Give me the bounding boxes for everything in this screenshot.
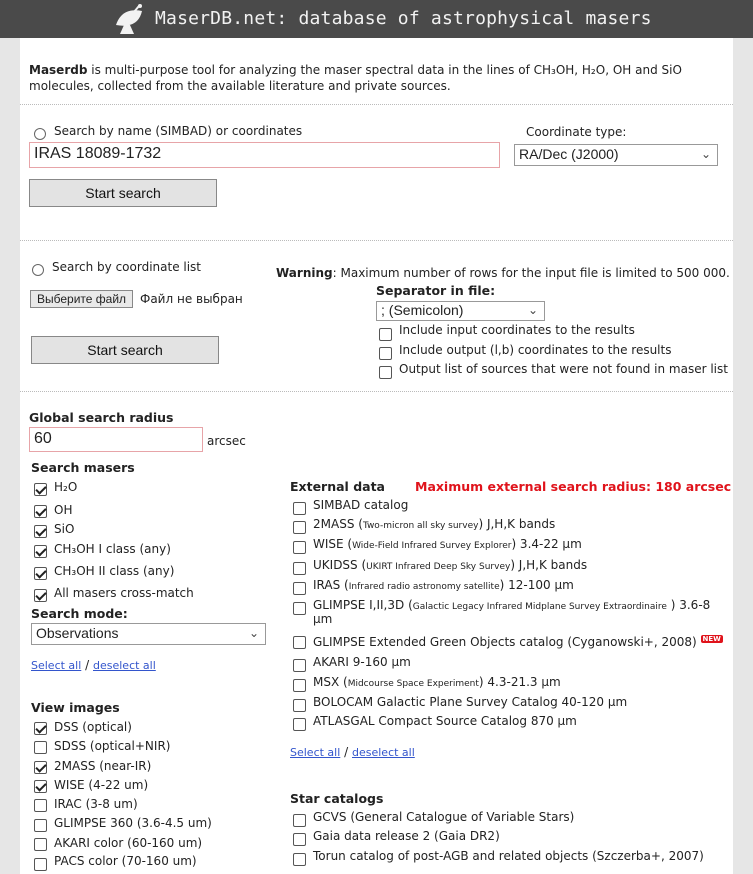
radius-input[interactable]: 60 — [29, 427, 203, 452]
ext-glimpse-label: GLIMPSE I,II,3D (Galactic Legacy Infrared Midplane Survey Extraordinaire ) 3.6-8 — [313, 598, 711, 612]
search-by-name-radio[interactable] — [34, 128, 46, 140]
intro-description: is multi-purpose tool for analyzing the maser spectral data in the lines of CH₃OH, H₂O, OH and SiO molecules, collected from the available literature and private sources. — [29, 63, 682, 93]
choose-file-button[interactable]: Выберите файл — [30, 290, 133, 308]
chevron-down-icon: ⌄ — [700, 147, 711, 161]
maser-h2o-label: H₂O — [54, 480, 78, 494]
object-name-input[interactable]: IRAS 18089-1732 — [29, 142, 500, 168]
warning-message: : Maximum number of rows for the input file is limited to 500 000. — [332, 266, 730, 280]
radius-label: Global search radius — [29, 410, 174, 425]
brand-name: Maserdb — [29, 63, 88, 77]
ext-glimpse-label-wrap: μm — [313, 612, 333, 626]
maser-sio-label: SiO — [54, 522, 75, 536]
maser-crossmatch-checkbox[interactable] — [34, 589, 47, 602]
site-title: MaserDB.net: database of astrophysical masers — [155, 8, 652, 29]
image-akari-label: AKARI color (60-160 um) — [54, 836, 203, 850]
chevron-down-icon: ⌄ — [527, 303, 538, 317]
satellite-dish-icon — [112, 3, 148, 35]
image-2mass-checkbox[interactable] — [34, 761, 47, 774]
search-by-name-label: Search by name (SIMBAD) or coordinates — [54, 124, 303, 138]
ext-akari-checkbox[interactable] — [293, 659, 306, 672]
star-catalogs-label: Star catalogs — [290, 791, 384, 806]
ext-atlasgal-checkbox[interactable] — [293, 718, 306, 731]
image-irac-label: IRAC (3-8 um) — [54, 797, 138, 811]
coordinate-type-label: Coordinate type: — [526, 125, 627, 139]
ext-wise-label: WISE (Wide-Field Infrared Survey Explorer) 3.4-22 μm — [313, 537, 582, 551]
image-2mass-label: 2MASS (near-IR) — [54, 759, 152, 773]
coordinate-type-select[interactable] — [514, 144, 718, 166]
external-select-links — [290, 745, 415, 759]
ext-glimpse-ego-label: GLIMPSE Extended Green Objects catalog (Cyganowski+, 2008) $^{NEW}$ — [313, 635, 721, 649]
search-mode-label: Search mode: — [31, 606, 128, 621]
maser-oh-label: OH — [54, 503, 73, 517]
masers-deselect-all-link[interactable]: deselect all — [93, 659, 156, 672]
ext-msx-checkbox[interactable] — [293, 679, 306, 692]
image-irac-checkbox[interactable] — [34, 799, 47, 812]
ext-simbad-label: SIMBAD catalog — [313, 498, 409, 512]
image-sdss-label: SDSS (optical+NIR) — [54, 739, 171, 753]
star-gaia-label: Gaia data release 2 (Gaia DR2) — [313, 829, 500, 843]
ext-ukidss-checkbox[interactable] — [293, 562, 306, 575]
coordinate-type-value: RA/Dec (J2000) — [519, 146, 619, 162]
ext-iras-checkbox[interactable] — [293, 582, 306, 595]
warning-label: Warning — [276, 266, 333, 280]
image-dss-checkbox[interactable] — [34, 722, 47, 735]
image-pacs-label: PACS color (70-160 um) — [54, 854, 197, 868]
separator-value: ; (Semicolon) — [381, 302, 464, 318]
ext-2mass-checkbox[interactable] — [293, 521, 306, 534]
intro-text — [29, 62, 719, 94]
star-torun-label: Torun catalog of post-AGB and related objects (Szczerba+, 2007) — [313, 849, 704, 863]
ext-iras-label: IRAS (Infrared radio astronomy satellite) 12-100 μm — [313, 578, 574, 592]
new-badge-icon: NEW — [702, 635, 721, 643]
start-search-list-button[interactable]: Start search — [31, 336, 219, 364]
maser-ch3oh-1-label: CH₃OH I class (any) — [54, 542, 171, 556]
image-sdss-checkbox[interactable] — [34, 741, 47, 754]
image-wise-label: WISE (4-22 um) — [54, 778, 149, 792]
external-select-all-link[interactable]: Select all — [290, 746, 341, 759]
view-images-label: View images — [31, 700, 120, 715]
maser-ch3oh-2-label: CH₃OH II class (any) — [54, 564, 175, 578]
divider — [20, 391, 733, 392]
masers-select-links — [31, 658, 156, 672]
link-separator: / — [344, 745, 349, 759]
star-gcvs-checkbox[interactable] — [293, 814, 306, 827]
masers-select-all-link[interactable]: Select all — [31, 659, 82, 672]
ext-akari-label: AKARI 9-160 μm — [313, 655, 411, 669]
image-akari-checkbox[interactable] — [34, 838, 47, 851]
divider — [20, 104, 733, 105]
ext-2mass-label: 2MASS (Two-micron all sky survey) J,H,K bands — [313, 517, 556, 531]
external-deselect-all-link[interactable]: deselect all — [352, 746, 415, 759]
include-output-coords-label: Include output (l,b) coordinates to the results — [399, 343, 672, 357]
search-masers-label: Search masers — [31, 460, 135, 475]
maser-sio-checkbox[interactable] — [34, 525, 47, 538]
maser-oh-checkbox[interactable] — [34, 505, 47, 518]
file-status: Файл не выбран — [140, 292, 243, 306]
include-input-coords-label: Include input coordinates to the results — [399, 323, 635, 337]
warning-text — [276, 266, 730, 280]
search-mode-select[interactable] — [31, 623, 266, 645]
radius-unit: arcsec — [207, 434, 246, 448]
ext-ukidss-label: UKIDSS (UKIRT Infrared Deep Sky Survey) J,H,K bands — [313, 558, 588, 572]
image-glimpse360-checkbox[interactable] — [34, 819, 47, 832]
image-pacs-checkbox[interactable] — [34, 858, 47, 871]
ext-msx-label: MSX (Midcourse Space Experiment) 4.3-21.3 μm — [313, 675, 561, 689]
ext-atlasgal-label: ATLASGAL Compact Source Catalog 870 μm — [313, 714, 577, 728]
maser-h2o-checkbox[interactable] — [34, 483, 47, 496]
header-banner — [0, 0, 753, 38]
search-by-list-radio[interactable] — [32, 264, 44, 276]
star-gcvs-label: GCVS (General Catalogue of Variable Stars) — [313, 810, 575, 824]
ext-bolocam-label: BOLOCAM Galactic Plane Survey Catalog 40-120 μm — [313, 695, 628, 709]
image-glimpse360-label: GLIMPSE 360 (3.6-4.5 um) — [54, 816, 212, 830]
maser-crossmatch-label: All masers cross-match — [54, 586, 194, 600]
image-wise-checkbox[interactable] — [34, 780, 47, 793]
output-not-found-label: Output list of sources that were not found in maser list — [399, 362, 728, 376]
chevron-down-icon: ⌄ — [248, 626, 259, 640]
external-max-radius: Maximum external search radius: 180 arcsec — [415, 479, 732, 494]
separator-select[interactable] — [376, 301, 545, 321]
star-torun-checkbox[interactable] — [293, 853, 306, 866]
maser-ch3oh-2-checkbox[interactable] — [34, 567, 47, 580]
include-output-coords-checkbox[interactable] — [379, 347, 392, 360]
search-mode-value: Observations — [36, 625, 119, 641]
output-not-found-checkbox[interactable] — [379, 366, 392, 379]
ext-bolocam-checkbox[interactable] — [293, 699, 306, 712]
maser-ch3oh-1-checkbox[interactable] — [34, 545, 47, 558]
star-gaia-checkbox[interactable] — [293, 833, 306, 846]
image-dss-label: DSS (optical) — [54, 720, 132, 734]
main-content — [20, 38, 733, 874]
search-by-list-label: Search by coordinate list — [52, 260, 202, 274]
ext-glimpse-checkbox[interactable] — [293, 602, 306, 615]
start-search-name-button[interactable]: Start search — [29, 179, 217, 207]
ext-simbad-checkbox[interactable] — [293, 502, 306, 515]
separator-label: Separator in file: — [376, 283, 496, 298]
external-data-label: External data — [290, 479, 385, 494]
ext-wise-checkbox[interactable] — [293, 541, 306, 554]
link-separator: / — [85, 658, 90, 672]
divider — [20, 240, 733, 241]
ext-glimpse-ego-checkbox[interactable] — [293, 636, 306, 649]
include-input-coords-checkbox[interactable] — [379, 328, 392, 341]
